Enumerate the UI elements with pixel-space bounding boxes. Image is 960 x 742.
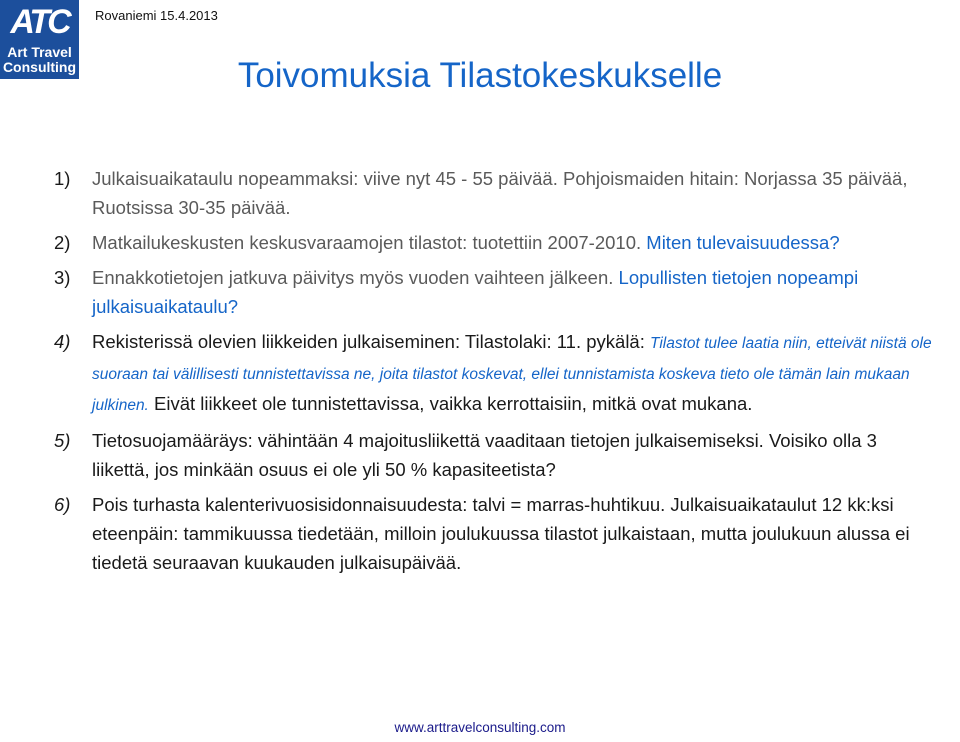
item-number: 2) xyxy=(54,232,71,253)
wish-list xyxy=(0,164,960,577)
logo-line-1: Art Travel xyxy=(7,44,72,60)
item-text: Pois turhasta kalenterivuosisidonnaisuudesta: talvi = marras-huhtikuu. Julkaisuaikataulut 12 kk:ksi eteenpäin: tammikuussa tiedetään, milloin joulukuussa tilastot julkaistaan, mutta joulukuun alussa ei tiedetä seuraavan kuukauden julkaisupäivää. xyxy=(92,494,910,573)
list-item-2 xyxy=(0,228,960,257)
item-text: Matkailukeskusten keskusvaraamojen tilastot: tuotettiin 2007-2010. xyxy=(92,232,642,253)
item-question: Lopullisten tietojen nopeampi julkaisuaikataulu? xyxy=(92,267,859,317)
list-item-6 xyxy=(0,490,960,577)
footer-url: www.arttravelconsulting.com xyxy=(394,720,566,735)
item-text: Tietosuojamääräys: vähintään 4 majoitusliikettä vaaditaan tietojen julkaisemiseksi. Voisiko olla 3 liikettä, jos minkään osuus ei ole yli 50 % kapasiteetista? xyxy=(92,430,877,480)
logo-line-2: Consulting xyxy=(2,59,77,75)
page-title: Toivomuksia Tilastokeskukselle xyxy=(237,56,723,95)
list-item-4 xyxy=(0,327,960,420)
item-number: 4) xyxy=(54,331,71,352)
list-item-1 xyxy=(0,164,960,222)
item-comment: Eivät liikkeet ole tunnistettavissa, vaikka kerrottaisiin, mitkä ovat mukana. xyxy=(154,393,753,414)
item-text: Ennakkotietojen jatkuva päivitys myös vuoden vaihteen jälkeen. xyxy=(92,267,614,288)
item-text: Julkaisuaikataulu nopeammaksi: viive nyt 45 - 55 päivää. Pohjoismaiden hitain: Norjassa 35 päivää, Ruotsissa 30-35 päivää. xyxy=(92,168,908,218)
list-item-3 xyxy=(0,263,960,321)
item-question: Miten tulevaisuudessa? xyxy=(646,232,840,253)
law-quote: Tilastot tulee laatia niin, etteivät niistä ole suoraan tai välillisesti tunnistettavissa ne, joita tilastot koskevat, ellei tunnistamista koskeva tieto ole tämän lain mukaan julkinen. xyxy=(92,335,932,414)
item-number: 1) xyxy=(54,168,71,189)
item-number: 6) xyxy=(54,494,71,515)
item-text: Rekisterissä olevien liikkeiden julkaiseminen: Tilastolaki: 11. pykälä: xyxy=(92,331,645,352)
list-item-5 xyxy=(0,426,960,484)
item-number: 5) xyxy=(54,430,71,451)
item-number: 3) xyxy=(54,267,71,288)
logo-mark: ATC xyxy=(10,3,69,41)
header-date: Rovaniemi 15.4.2013 xyxy=(95,8,218,23)
